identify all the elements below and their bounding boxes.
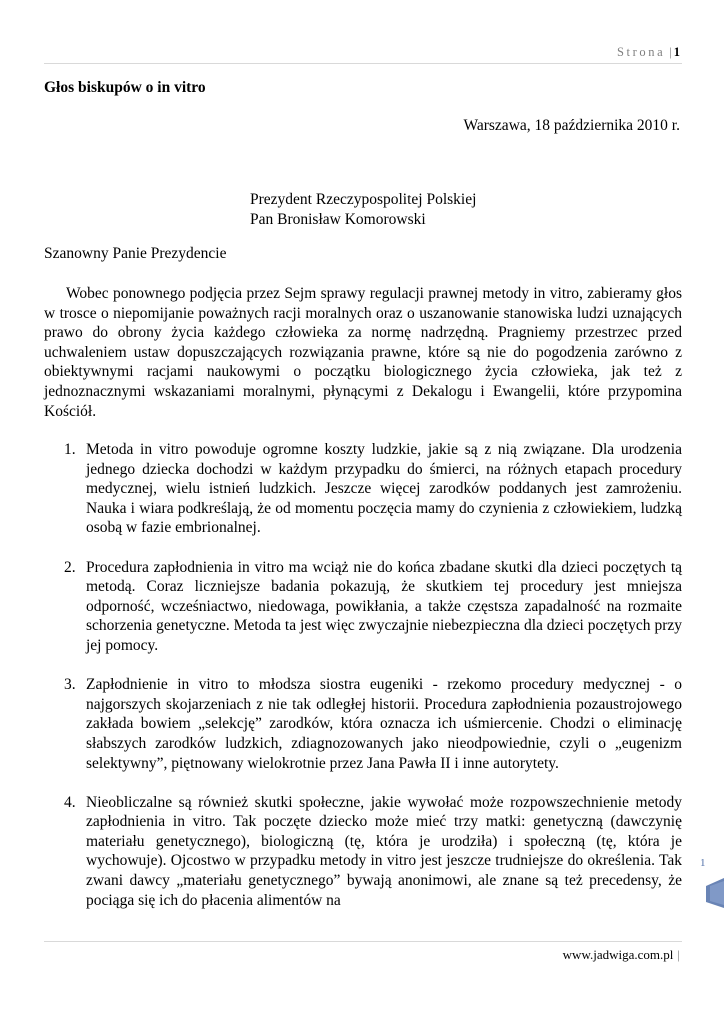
list-item-text: Procedura zapłodnienia in vitro ma wciąż nie do końca zbadane skutki dla dzieci poczętych tą metodą. Coraz liczniejsze badania pokazują, że skutkiem tej procedury jest mniejsza odporność, wcześniactwo, niedowaga, powikłania, a także częstsza zapadalność na rozmaite schorzenia genetyczne. Metoda ta jest więc zwyczajnie niebezpieczna dla dzieci poczętych przy jej pomocy.	[86, 558, 682, 654]
list-item	[64, 558, 682, 656]
recipient-line: Prezydent Rzeczypospolitej Polskiej	[250, 191, 477, 208]
list-item	[64, 675, 682, 773]
footer-website	[563, 947, 680, 963]
list-item-number: 4.	[64, 793, 76, 811]
greeting: Szanowny Panie Prezydencie	[44, 245, 227, 262]
list-item-number: 1.	[64, 441, 76, 458]
list-item-text: Nieobliczalne są również skutki społeczne, jakie wywołać może rozpowszechnienie metody zapłodnienia in vitro. Tak poczęte dziecko może mieć trzy matki: genetyczną (dawczynię materiału genetycznego), biologiczną (tę, która je urodziła) i społeczną (tę, która je wychowuje). Ojcostwo w przypadku metody in vitro jest jeszcze trudniejsze do określenia. Tak zwani dawcy „materiału genetycznego” bywają anonimowi, ale znane są też precedensy, że pociąga się ich do płacenia alimentów na	[86, 793, 682, 909]
intro-paragraph: Wobec ponownego podjęcia przez Sejm sprawy regulacji prawnej metody in vitro, zabieramy głos w trosce o niepomijanie poważnych racji moralnych oraz o uszanowanie stanowiska ludzi uznających prawo do obrony życia każdego człowieka za normę nadrzędną. Pragniemy przestrzec przed uchwaleniem ustaw dopuszczających rozwiązania prawne, które są nie do pogodzenia zarówno z obiektywnymi racjami naukowymi o początku biologicznego życia człowieka, jak też z jednoznacznymi wskazaniami moralnymi, płynącymi z Dekalogu i Ewangelii, które przypomina Kościół.	[44, 285, 682, 420]
side-page-number: 1	[700, 857, 706, 869]
numbered-points	[64, 440, 682, 910]
list-item	[64, 440, 682, 538]
list-item-number: 2.	[64, 558, 76, 576]
page-number: 1	[673, 45, 680, 59]
footer-divider	[44, 941, 682, 942]
footer-separator: |	[677, 947, 680, 962]
page-label-text: Strona	[616, 45, 666, 59]
footer-website-link[interactable]: www.jadwiga.com.pl	[562, 947, 674, 962]
list-item-number: 3.	[64, 676, 76, 694]
document-title: Głos biskupów o in vitro	[44, 79, 206, 96]
list-item-text: Zapłodnienie in vitro to młodsza siostra eugeniki - rzekomo procedury medycznej - o najgorszych skojarzeniach z nie tak odległej historii. Procedura zapłodnienia pozaustrojowego zakłada bowiem „selekcję” zarodków, która oznacza ich uśmiercenie. Chodzi o eliminację słabszych zarodków ludzkich, zdiagnozowanych jako nieodpowiednie, czyli o „eugenizm selektywny”, piętnowany wielokrotnie przez Jana Pawła II i inne autorytety.	[86, 676, 682, 772]
header-divider	[44, 63, 682, 64]
date-line: Warszawa, 18 października 2010 r.	[463, 117, 680, 134]
recipient-block	[250, 190, 476, 230]
page-number-label	[617, 45, 680, 60]
list-item	[64, 793, 682, 911]
page-label-separator: |	[669, 45, 672, 59]
list-item-text: Metoda in vitro powoduje ogromne koszty ludzkie, jakie są z nią związane. Dla urodzenia jednego dziecka dochodzi w każdym przypadku do śmierci, na różnych etapach procedury medycznej, wielu istnień ludzkich. Jeszcze więcej zarodków poddanych jest zamrożeniu. Nauka i wiara podkreślają, że od momentu poczęcia mamy do czynienia z człowiekiem, ludzką osobą w fazie embrionalnej.	[86, 441, 682, 537]
recipient-line: Pan Bronisław Komorowski	[250, 211, 426, 228]
